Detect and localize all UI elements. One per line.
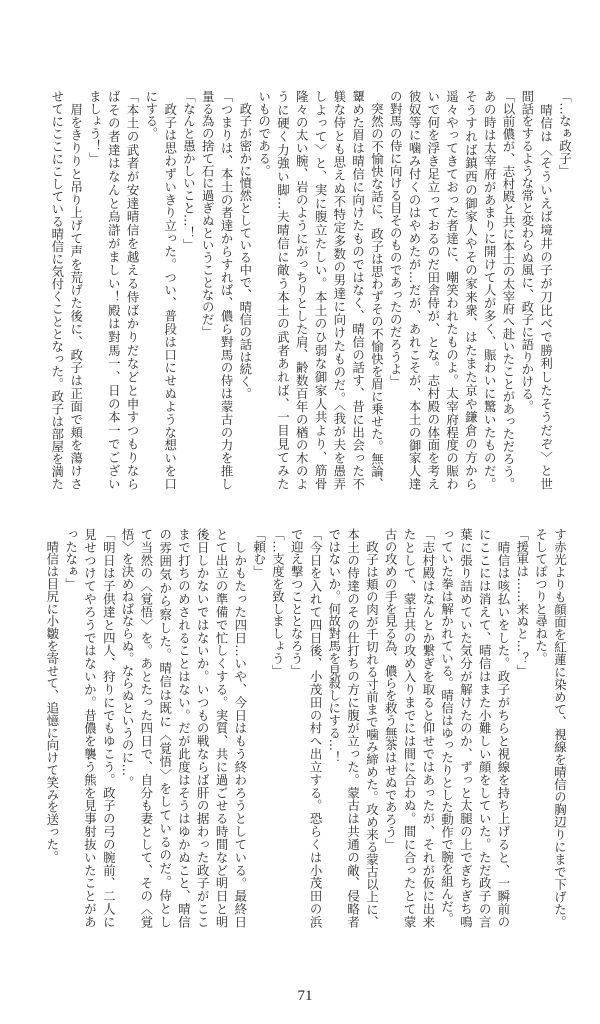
text-line: 「援軍は……来ぬと…？」 [514, 528, 530, 677]
text-line: 隆々の太い腕、岩のようにがっちりとした肩、齢数百年の楢の木のよ [294, 90, 310, 490]
text-line: 見せつけてやろうではないか。昔儂を襲う熊を見事射抜いたことがあ [82, 528, 98, 928]
paragraph [197, 90, 235, 490]
text-line: ばその者達はなんと烏滸がましい！殿は對馬一、日の本一でござい [106, 90, 122, 490]
paragraph [385, 90, 517, 490]
text-line: 政子は思わずいきり立った。つい、普段は口にせぬような想いを口 [162, 90, 178, 490]
text-line: たとして、蒙古共の攻め入りまでには間に合わぬ。間に合ったとて蒙 [402, 528, 418, 928]
text-line: 「明日は子供達と四人、狩りにでもゆこう。政子の弓の腕前、二人に [101, 528, 117, 928]
text-line: ではないか。何故對馬を見殺しにする…！ [326, 528, 342, 764]
text-line: 遥々やってきておった者達に、嘲笑われたものよ。太宰府程度の賑わ [444, 90, 460, 490]
text-line: 間話をするような常と変わらぬ風に、政子に語りかける。 [519, 90, 535, 413]
text-line: 「志村殿はなんとか繋ぎを取ると仰せではあったが、それが仮に出来 [420, 528, 436, 928]
text-line: 突然の不愉快な話に、政子は思わずその不愉快を眉に乗せた。無論、 [369, 90, 385, 490]
text-line: あの時は太宰府があまりに開けて人が多く、賑わいに驚いたものだ。 [482, 90, 498, 490]
text-line: て当然の〈覚悟〉を。あとたった四日で、自分も妻として、その〈覚 [138, 528, 154, 928]
text-line: 晴信は咳払いをした。政子がちらと視線を持ち上げると、一瞬前の [496, 528, 511, 928]
text-line: 悟〉を決めねばならぬ。ならぬというのに…。 [120, 528, 136, 789]
text-line: 量る為の捨て石に過ぎぬということなのだ」 [200, 90, 216, 338]
text-line: 政子は頬の肉が千切れる寸前まで噛み締めた。攻め来る蒙古以上に、 [364, 528, 380, 928]
text-line: 「本土の武者が安達晴信を越える侍ばかりだなどと申すつもりなら [125, 90, 141, 490]
paragraph [235, 90, 254, 490]
text-line: 後日しかないではないか。いつもの戦ならば肝の据わった政子がここ [195, 528, 211, 928]
text-line: 「今日を入れて四日後、小茂田の村へ出立する。恐らくは小茂田の浜 [308, 528, 324, 928]
text-line: 「なんと愚かしいこと…！」 [181, 90, 197, 252]
text-line: とて出立の準備で忙しくする。実質、共に過ごせる時間など明日と明 [214, 528, 230, 928]
paragraph [324, 528, 380, 928]
text-line: 「以前儂が、志村殿と共に本土の太宰府へ赴いたことがあっただろう。 [501, 90, 516, 490]
paragraph [286, 528, 324, 928]
text-line: せてにここにこしている晴信に気付くこととなった。政子は部屋を満た [49, 90, 65, 490]
text-line: 顰めた眉は晴信に向けたものではなく、晴信の話す、昔に出会った不 [350, 90, 366, 490]
text-line: 政子が密かに憤然としている中で、晴信の話は続く。 [237, 90, 253, 400]
text-line: しよって〉と、実に腹立たしい。本土のひ弱な御家人共より、筋骨 [313, 90, 329, 490]
paragraph [85, 90, 141, 490]
text-line: で迎え撃つこととなろう」 [289, 528, 305, 677]
paragraph [254, 90, 386, 490]
text-line: 葉に張り詰めていた気分が解けたのか、ずっと太腿の上でぎちぎち鳴 [458, 528, 474, 928]
text-line: ましょう！」 [87, 90, 103, 165]
paragraph [512, 528, 531, 928]
paragraph [531, 528, 569, 928]
text-line: いで何を浮き足立っておるのだ田舎侍が、とな。志村殿の体面を考え [425, 90, 441, 490]
text-line: にここには消えて、晴信はまた小難しい顔をしていた。ただ政子の言 [477, 528, 493, 928]
paragraph [117, 528, 249, 928]
paragraph [380, 528, 436, 928]
text-line: ったなぁ」 [63, 528, 79, 590]
lower-text-block [42, 528, 568, 928]
paragraph [42, 528, 61, 928]
paragraph [268, 528, 287, 928]
paragraph [249, 528, 268, 928]
text-line: す赤光よりも顔面を紅蓮に染めて、視線を晴信の胸辺りにまで下げた。 [552, 528, 568, 928]
text-line: しかもたった四日…いや、今日はもう終わろうとしている。最終日 [232, 528, 248, 928]
paragraph [179, 90, 198, 490]
text-line: 眉をきりりと吊り上げて声を荒げた後に、政子は正面で頬を蕩けさ [68, 90, 84, 490]
text-line: 「つまりは、本土の者達からすれば、儂ら對馬の侍は蒙古の力を推し [219, 90, 235, 490]
paragraph [47, 90, 85, 490]
text-line: の對馬の侍に向ける目そのものであったのだろうよ」 [388, 90, 404, 388]
text-line: 彼奴等に噛み付くのはやめたが…だが、あれこそが、本土の御家人達 [407, 90, 423, 490]
text-line: 躾な侍とも思えぬ不特定多数の男達に向けたものだ。〈我が夫を愚弄 [331, 90, 347, 490]
text-line: 晴信は〈そういえば境井の子が刀比べで勝利したそうだぞ〉と世 [538, 90, 554, 490]
text-line: 古の攻めの手を見る為、儂らを救う無茶はせぬであろう」 [383, 528, 399, 851]
text-line: 「…支度を致しましょう」 [270, 528, 286, 677]
text-line: そうすれば鎮西の御家人やその家来衆、はたまた京や鎌倉の方から [463, 90, 479, 490]
text-line: っていた拳は解かれている。晴信はゆったりとした動作で腕を組んだ。 [439, 528, 455, 925]
paragraph [555, 90, 574, 490]
text-line: にする。 [143, 90, 159, 140]
text-line: 「頼む」 [251, 528, 267, 578]
text-line: 「…なぁ政子」 [557, 90, 573, 177]
paragraph [61, 528, 117, 928]
text-line: うに硬く力強い脚…夫晴信に敵う本土の武者あれば、一目見てみた [275, 90, 291, 490]
text-line: まで打ちのめされることはない。だが此度はそうはゆかぬこと、晴信 [176, 528, 192, 928]
text-line: いものである。 [256, 90, 272, 177]
paragraph [437, 528, 512, 928]
paragraph [517, 90, 555, 490]
text-line: の雰囲気から察した。晴信は既に〈覚悟〉をしているのだ。侍とし [157, 528, 173, 928]
text-line: 本土の侍達のその仕打ちの方に腹が立った。蒙古は共通の敵、侵略者 [345, 528, 361, 928]
page-number: 71 [297, 988, 313, 1004]
text-line: そしてぽつりと尋ねた。 [533, 528, 549, 665]
paragraph [141, 90, 179, 490]
upper-text-block [47, 90, 573, 490]
text-line: 晴信は目尻に小皺を寄せて、追憶に向けて笑みを送った。 [44, 528, 60, 863]
